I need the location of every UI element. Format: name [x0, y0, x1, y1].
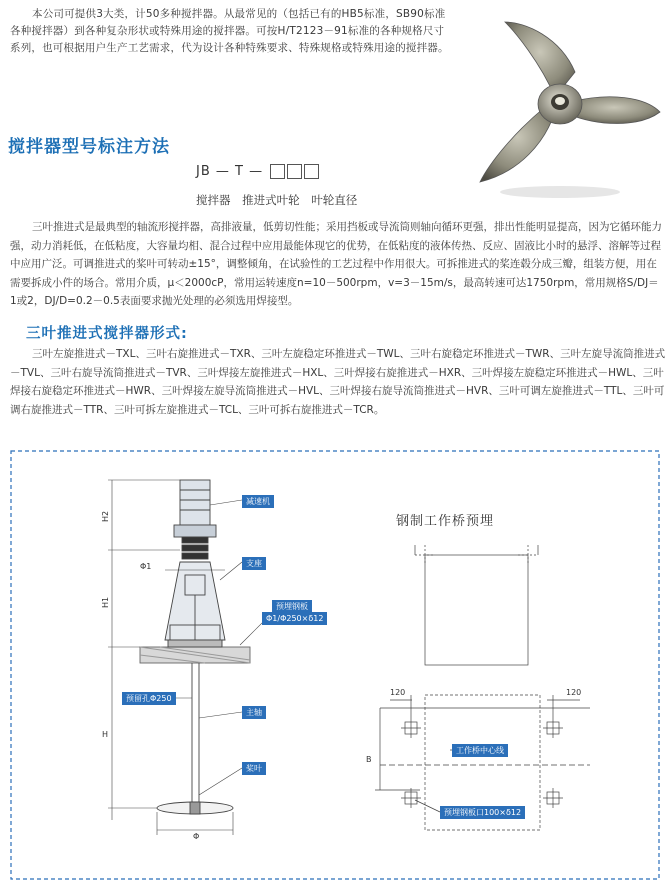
- intro-paragraph: [10, 6, 450, 57]
- dim-h1: H1: [101, 596, 111, 609]
- hole-label: 预留孔Φ250: [122, 692, 176, 705]
- blade-label: 桨叶: [242, 762, 266, 775]
- plate-opening-label: 预埋钢板口100×δ12: [440, 806, 525, 819]
- formula-code: [196, 164, 319, 179]
- propeller-image: [460, 2, 665, 202]
- sub-title: 三叶推进式搅拌器形式:: [26, 326, 188, 342]
- formula-label: 叶轮直径: [311, 193, 358, 207]
- intro-text: 本公司可提供3大类，计50多种搅拌器。从最常见的（包括已有的HB5标准，SB90标准各种搅拌器）到各种复杂形状或特殊用途的搅拌器。可按H/T2123－91标准的各种规格尺寸系列，也可根据用户生产工艺需求，代为设计各种特殊要求、特殊规格或特殊用途的搅拌器。: [10, 8, 449, 54]
- forms-text: 三叶左旋推进式－TXL、三叶右旋推进式－TXR、三叶左旋稳定环推进式－TWL、三叶右旋稳定环推进式－TWR、三叶左旋导流筒推进式－TVL、三叶右旋导流筒推进式－TVR、三叶焊接左旋推进式－HXL、三叶焊接右旋推进式－HXR、三叶焊接左旋稳定环推进式－HWL、三叶焊接右旋稳定环推进式－HWR、三叶焊接左旋导流筒推进式－HVL、三叶焊接右旋导流筒推进式－HVR、三叶可调左旋推进式－TTL、三叶可调右旋推进式－TTR、三叶可拆左旋推进式－TCL、三叶可拆右旋推进式－TCR。: [10, 348, 666, 416]
- plate-spec-label: Φ1/Φ250×δ12: [262, 612, 327, 625]
- reducer-label: 减速机: [242, 495, 274, 508]
- dim-h2: H2: [101, 510, 111, 523]
- formula-prefix: JB — T —: [196, 164, 264, 179]
- center-line-label: 工作桥中心线: [452, 744, 508, 757]
- dim-phi1: Φ1: [140, 562, 152, 571]
- dim-h: H: [102, 730, 109, 739]
- dim-120-left: 120: [390, 688, 406, 697]
- dim-b: B: [366, 755, 372, 764]
- bridge-embed-plan: [375, 545, 590, 830]
- formula-label: 推进式叶轮: [242, 193, 300, 207]
- formula-label: 搅拌器: [196, 193, 231, 207]
- shaft-label: 主轴: [242, 706, 266, 719]
- dim-120-right: 120: [566, 688, 582, 697]
- description-text: 三叶推进式是最典型的轴流形搅拌器，高排液量，低剪切性能；采用挡板或导流筒则轴向循环更强，排出性能明显提高，因为它循环能力强，动力消耗低，在低粘度，大容量均相、混合过程中应用最能体现它的优势，在低粘度的液体传热、反应、固液比小时的悬浮、溶解等过程中应用广泛。可调推进式的桨叶可转动±15°，调整倾角，在试验性的工艺过程中作用很大。可拆推进式的桨连毂分成三瓣，组装方便，用在需要拆成小件的场合。常用介质，μ＜2000cP，常用运转速度n=10－500rpm，v=3－15m/s，最高转速可达1750rpm，常用规格S/DJ＝1或2，DJ/D=0.2－0.5表面要求抛光处理的必须选用焊接型。: [10, 221, 662, 308]
- formula-labels: [196, 192, 365, 208]
- model-formula: [196, 164, 456, 212]
- dim-phi: Φ: [193, 832, 200, 841]
- bridge-title: 钢制工作桥预埋: [396, 514, 495, 529]
- description-paragraph: [10, 218, 662, 311]
- agitator-assembly: [140, 480, 250, 814]
- formula-box: [304, 164, 319, 179]
- section-title: 搅拌器型号标注方法: [8, 137, 170, 157]
- support-label: 支座: [242, 557, 266, 570]
- formula-box: [270, 164, 285, 179]
- formula-box: [287, 164, 302, 179]
- forms-paragraph: [10, 345, 666, 419]
- plate-label: 预埋钢板: [272, 600, 312, 613]
